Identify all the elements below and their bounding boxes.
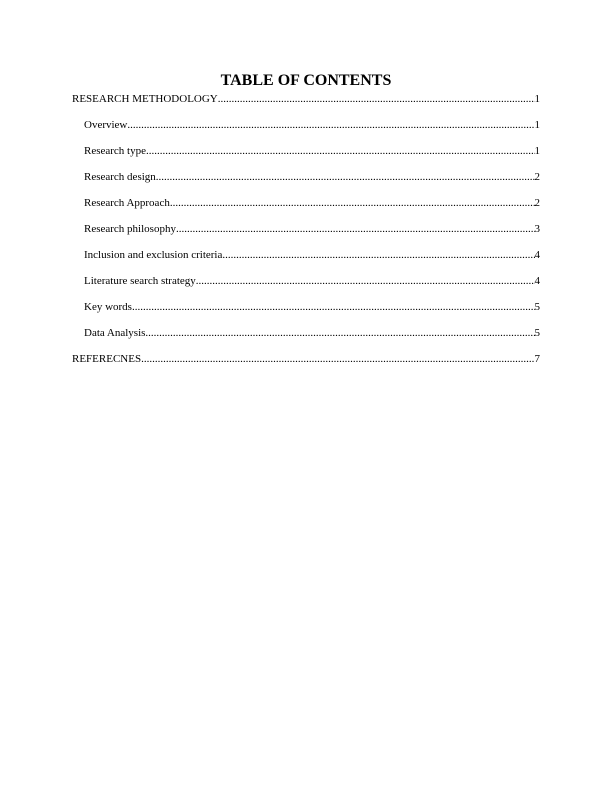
toc-entry-overview[interactable] — [72, 118, 540, 132]
toc-entry-research-type[interactable] — [72, 144, 540, 158]
toc-entry-literature-search-strategy[interactable] — [72, 274, 540, 288]
dot-leader — [132, 300, 535, 314]
dot-leader — [127, 118, 534, 132]
toc-entry-text: RESEARCH METHODOLOGY — [72, 93, 218, 105]
toc-entry-inclusion-exclusion-criteria[interactable] — [72, 248, 540, 262]
dot-leader — [170, 196, 535, 210]
toc-entry-text: Overview — [84, 119, 128, 131]
toc-entry-text: Research philosophy — [84, 223, 176, 235]
toc-entry-research-design[interactable] — [72, 170, 540, 184]
toc-page-number: 1 — [534, 145, 540, 157]
toc-page-number: 7 — [534, 353, 540, 365]
toc-entry-text: Literature search strategy — [84, 275, 196, 287]
toc-page-number: 4 — [534, 275, 540, 287]
toc-entry-text: Key words — [84, 301, 132, 313]
toc-entry-research-approach[interactable] — [72, 196, 540, 210]
toc-page-number: 1 — [534, 119, 540, 131]
toc-entry-text: Data Analysis — [84, 327, 146, 339]
toc-entry-text: Research type — [84, 145, 146, 157]
dot-leader — [218, 92, 535, 106]
toc-entry-text: Research Approach — [84, 197, 170, 209]
toc-list — [72, 92, 540, 378]
dot-leader — [156, 170, 535, 184]
toc-page-number: 5 — [534, 327, 540, 339]
toc-entry-text: Inclusion and exclusion criteria — [84, 249, 223, 261]
dot-leader — [176, 222, 535, 236]
toc-page-number: 1 — [534, 93, 540, 105]
dot-leader — [141, 352, 534, 366]
toc-entry-text: REFERECNES — [72, 353, 142, 365]
toc-page-number: 3 — [534, 223, 540, 235]
toc-entry-research-philosophy[interactable] — [72, 222, 540, 236]
toc-entry-research-methodology[interactable] — [72, 92, 540, 106]
toc-entry-data-analysis[interactable] — [72, 326, 540, 340]
toc-page-number: 4 — [534, 249, 540, 261]
toc-page-number: 5 — [534, 301, 540, 313]
toc-entry-key-words[interactable] — [72, 300, 540, 314]
toc-entry-references[interactable] — [72, 352, 540, 366]
dot-leader — [146, 144, 535, 158]
dot-leader — [222, 248, 534, 262]
toc-page-number: 2 — [534, 171, 540, 183]
toc-title: TABLE OF CONTENTS — [220, 72, 392, 89]
toc-entry-text: Research design — [84, 171, 156, 183]
dot-leader — [196, 274, 535, 288]
dot-leader — [145, 326, 534, 340]
toc-page-number: 2 — [534, 197, 540, 209]
